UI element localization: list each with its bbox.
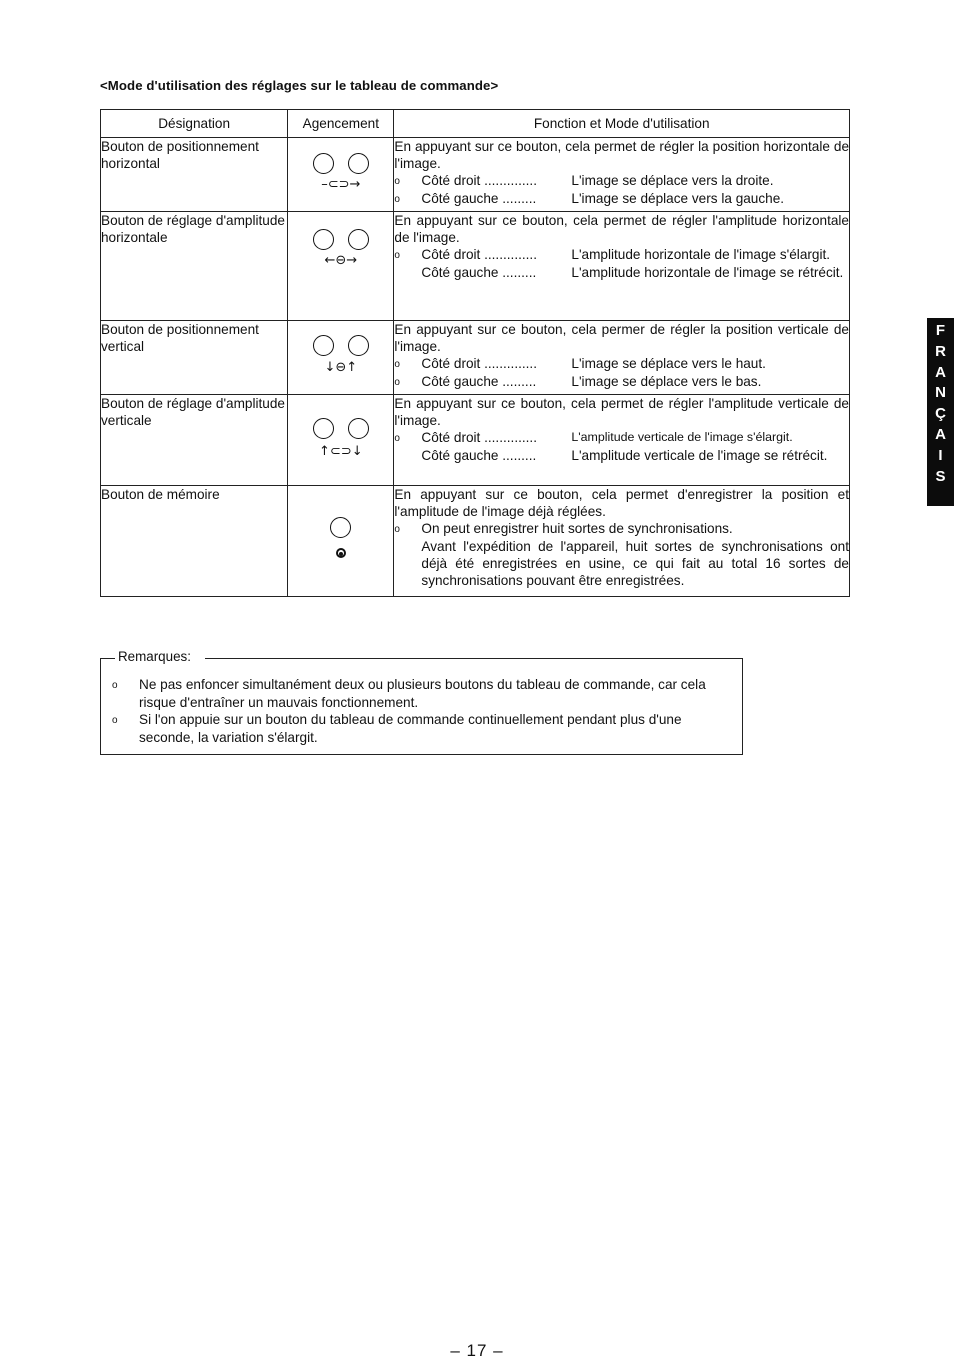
remarks-title: Remarques: (115, 650, 194, 664)
item-text: L'amplitude verticale de l'image se rétrécit. (571, 448, 828, 463)
designation-cell: Bouton de réglage d'amplitude horizontale (101, 212, 288, 321)
bullet-marker (394, 264, 421, 281)
horizontal-amplitude-symbol-icon: ←⊖→ (324, 253, 358, 268)
designation-cell: Bouton de réglage d'amplitude verticale (101, 395, 288, 486)
list-item (394, 429, 849, 447)
item-label: Côté gauche ......... (421, 265, 537, 280)
side-tab-letter: R (935, 342, 946, 360)
list-item (394, 447, 849, 464)
bullet-marker: o (394, 194, 400, 205)
list-item (394, 373, 849, 391)
function-cell (394, 321, 850, 395)
side-tab-letter: I (938, 446, 943, 464)
table-row (101, 486, 850, 597)
item-label: Côté droit .............. (421, 173, 537, 188)
side-tab-letter: S (935, 467, 946, 485)
arrangement-cell (288, 395, 394, 486)
table-row (101, 212, 850, 321)
button-pair-icon (288, 153, 393, 178)
function-cell (394, 486, 850, 597)
button-pair-icon (288, 418, 393, 443)
item-label: Côté gauche ......... (421, 191, 537, 206)
function-intro: En appuyant sur ce bouton, cela permet de régler l'amplitude horizontale de l'image. (394, 213, 849, 245)
side-tab-letter: A (935, 363, 946, 381)
page-number: – 17 – (450, 1341, 504, 1360)
bullet-marker: o (112, 715, 118, 726)
side-tab-letter: F (935, 322, 946, 339)
item-label: Côté droit .............. (421, 356, 537, 371)
remarks-box (100, 658, 743, 755)
memory-button-icon (288, 517, 393, 542)
side-tab-letter: N (935, 384, 946, 402)
function-intro: En appuyant sur ce bouton, cela permer de régler la position verticale de l'image. (394, 322, 849, 354)
item-label: Côté gauche ......... (421, 448, 537, 463)
vertical-position-symbol-icon: ↓⊖↑ (324, 360, 358, 375)
bullet-marker: o (394, 359, 400, 370)
section-heading: <Mode d'utilisation des réglages sur le tableau de commande> (100, 78, 499, 93)
item-text: L'amplitude horizontale de l'image se rétrécit. (571, 265, 844, 280)
vertical-amplitude-symbol-icon: ↑⊂⊃↓ (319, 444, 363, 459)
item-text: L'image se déplace vers la gauche. (571, 191, 785, 206)
remark-item (112, 711, 712, 746)
table-header-row (101, 110, 850, 138)
item-label: Côté droit .............. (421, 247, 537, 262)
item-text: L'image se déplace vers le haut. (571, 356, 766, 371)
remark-text: Ne pas enfoncer simultanément deux ou plusieurs boutons du tableau de commande, car cela risque d'entraîner un mauvais fonctionnement. (139, 677, 706, 710)
designation-cell: Bouton de positionnement vertical (101, 321, 288, 395)
item-text: On peut enregistrer huit sortes de synchronisations. (421, 521, 733, 536)
function-intro: En appuyant sur ce bouton, cela permet de régler l'amplitude verticale de l'image. (394, 396, 849, 428)
item-text: L'amplitude horizontale de l'image s'élargit. (571, 247, 831, 262)
arrangement-cell (288, 321, 394, 395)
function-cell (394, 212, 850, 321)
table-row (101, 138, 850, 212)
arrangement-cell (288, 212, 394, 321)
bullet-marker: o (394, 176, 400, 187)
bullet-marker: o (394, 377, 400, 388)
item-label: Côté gauche ......... (421, 374, 537, 389)
function-cell (394, 395, 850, 486)
bullet-marker: o (394, 524, 400, 535)
side-tab-letter: Ç (935, 405, 946, 423)
bullet-marker (394, 447, 421, 464)
button-pair-icon (288, 335, 393, 360)
item-label: Côté droit .............. (421, 430, 537, 445)
function-intro: En appuyant sur ce bouton, cela permet de régler la position horizontale de l'image. (394, 139, 849, 171)
table-row (101, 395, 850, 486)
remark-text: Si l'on appuie sur un bouton du tableau de commande continuellement pendant plus d'une seconde, la variation s'élargit. (139, 712, 682, 745)
list-item (394, 246, 849, 264)
button-pair-icon (288, 229, 393, 254)
list-item (394, 172, 849, 190)
remark-item (112, 676, 712, 711)
item-text: L'image se déplace vers le bas. (571, 374, 762, 389)
function-cell (394, 138, 850, 212)
list-item (394, 520, 849, 538)
language-side-tab (927, 318, 954, 506)
bullet-marker: o (394, 433, 400, 444)
horizontal-position-symbol-icon: –⊂⊃→ (321, 177, 361, 192)
item-text: L'image se déplace vers la droite. (571, 173, 774, 188)
list-item (394, 355, 849, 373)
designation-cell: Bouton de mémoire (101, 486, 288, 597)
list-item (394, 190, 849, 208)
header-fonction: Fonction et Mode d'utilisation (394, 110, 850, 138)
item-text: L'amplitude verticale de l'image s'élargit. (571, 430, 793, 444)
table-row (101, 321, 850, 395)
designation-cell: Bouton de positionnement horizontal (101, 138, 288, 212)
bullet-marker: o (394, 250, 400, 261)
side-tab-letter: A (935, 425, 946, 443)
bullet-marker: o (112, 680, 118, 691)
controls-table (100, 109, 850, 597)
function-intro: En appuyant sur ce bouton, cela permet d'enregistrer la position et l'amplitude de l'image déjà réglées. (394, 487, 849, 519)
list-item (394, 264, 849, 281)
memory-symbol-icon (288, 546, 393, 563)
header-agencement: Agencement (288, 110, 394, 138)
arrangement-cell (288, 486, 394, 597)
header-designation: Désignation (101, 110, 288, 138)
arrangement-cell (288, 138, 394, 212)
memory-extra-note: Avant l'expédition de l'appareil, huit sortes de synchronisations ont déjà été enregistrées en usine, ce qui fait au total 16 sortes de synchronisations pouvant être enregistrées. (421, 539, 849, 588)
